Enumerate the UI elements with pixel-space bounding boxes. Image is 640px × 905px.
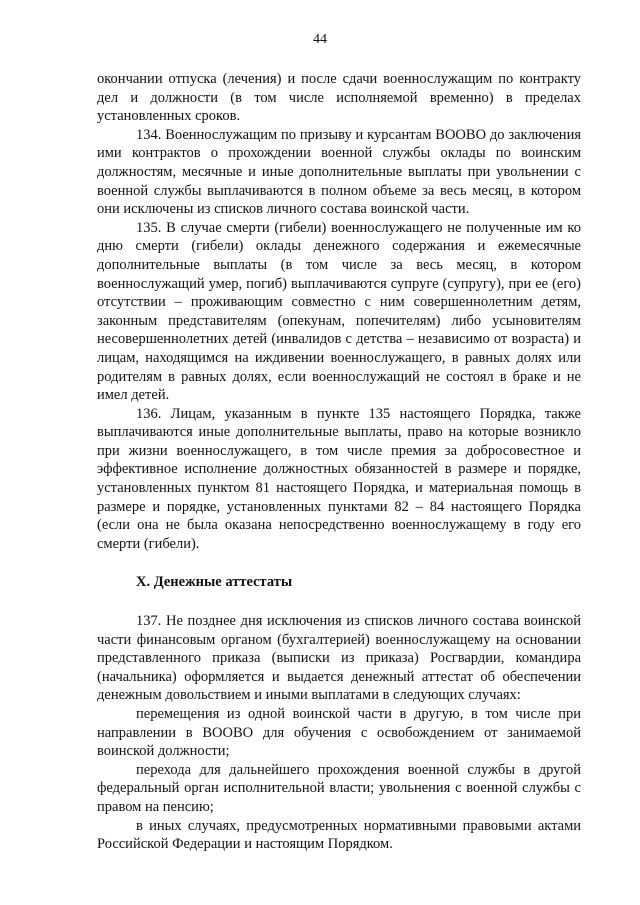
- paragraph-137-item-other-cases: в иных случаях, предусмотренных нормативными правовыми актами Российской Федерации и настоящим Порядком.: [97, 817, 581, 853]
- paragraph-135: 135. В случае смерти (гибели) военнослужащего не полученные им ко дню смерти (гибели) оклады денежного содержания и ежемесячные дополнительные выплаты (в том числе за весь месяц, в котором военнослужащий умер, погиб) выплачиваются супруге (супругу), при ее (его) отсутствии – проживающим совместно с ним совершеннолетним детям, законным представителям (опекунам, попечителям) либо усыновителям несовершеннолетних детей (инвалидов с детства – независимо от возраста) и лицам, находящимся на иждивении военнослужащего, в равных долях или родителям в равных долях, если военнослужащий не состоял в браке и не имел детей.: [97, 219, 581, 404]
- document-body: [97, 70, 581, 854]
- paragraph-134: 134. Военнослужащим по призыву и курсантам ВООВО до заключения ими контрактов о прохождении военной службы оклады по воинским должностям, месячные и иные дополнительные выплаты при увольнении с военной службы выплачиваются в полном объеме за весь месяц, в котором они исключены из списков личного состава воинской части.: [97, 126, 581, 218]
- page-number: 44: [313, 32, 327, 47]
- paragraph-137-item-transfer: перемещения из одной воинской части в другую, в том числе при направлении в ВООВО для обучения с освобождением от занимаемой воинской должности;: [97, 706, 581, 760]
- paragraph-136: 136. Лицам, указанным в пункте 135 настоящего Порядка, также выплачиваются иные дополнительные выплаты, право на которые возникло при жизни военнослужащего, в том числе премия за добросовестное и эффективное исполнение должностных обязанностей в размере и порядке, установленных пунктом 81 настоящего Порядка, и материальная помощь в размере и порядке, установленных пунктами 82 – 84 настоящего Порядка (если она не была оказана непосредственно военнослужащему в году его смерти (гибели).: [97, 405, 581, 552]
- paragraph-137-item-federal-agency: перехода для дальнейшего прохождения военной службы в другой федеральный орган исполнительной власти; увольнения с военной службы с правом на пенсию;: [97, 761, 581, 815]
- section-heading: X. Денежные аттестаты: [136, 574, 293, 591]
- paragraph-continuation: окончании отпуска (лечения) и после сдачи военнослужащим по контракту дел и должности (в том числе исполняемой временно) в пределах установленных сроков.: [97, 71, 581, 125]
- paragraph-137: 137. Не позднее дня исключения из списков личного состава воинской части финансовым органом (бухгалтерией) военнослужащему на основании представленного приказа (выписки из приказа) Росгвардии, командира (начальника) оформляется и выдается денежный аттестат об обеспечении денежным довольствием и иными выплатами в следующих случаях:: [97, 613, 581, 704]
